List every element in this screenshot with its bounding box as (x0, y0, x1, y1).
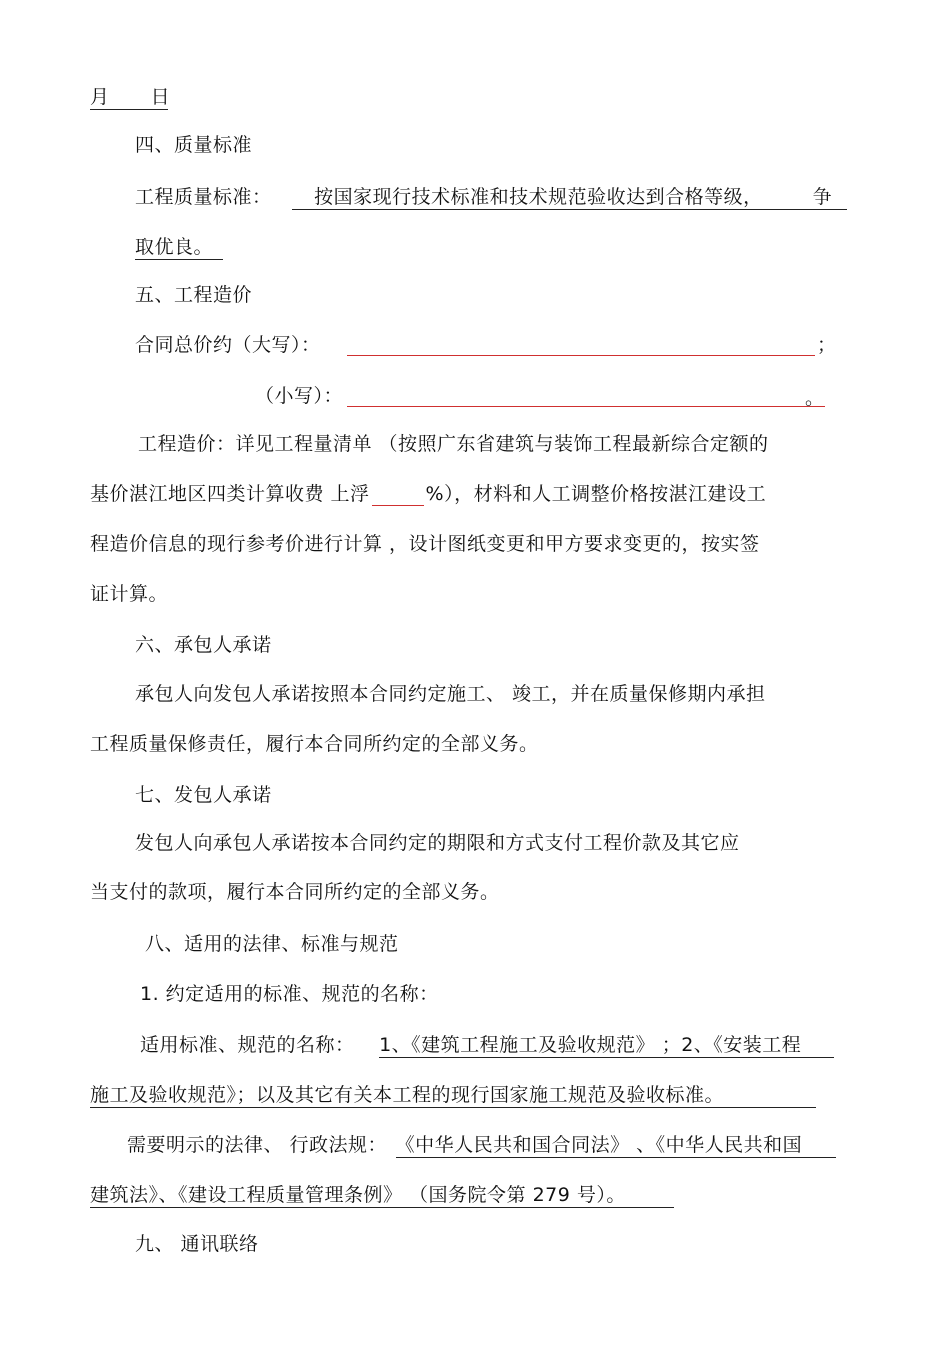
laws-line-2 (90, 1183, 674, 1208)
employer-para-line-2: 当支付的款项，履行本合同所约定的全部义务。 (90, 881, 500, 903)
contractor-para-line-1: 承包人向发包人承诺按照本合同约定施工、 竣工，并在质量保修期内承担 (135, 683, 766, 705)
laws-label: 需要明示的法律、 行政法规： (127, 1134, 388, 1156)
month-label: 月 (90, 86, 110, 108)
employer-para-line-1: 发包人向承包人承诺按本合同约定的期限和方式支付工程价款及其它应 (135, 832, 740, 854)
standards-value-1: 1、《建筑工程施工及验收规范》 ；2、《安装工程 (379, 1034, 802, 1056)
quality-standard-value-tail (135, 235, 223, 260)
contractor-para-line-2: 工程质量保修责任，履行本合同所约定的全部义务。 (90, 733, 539, 755)
small-price-label: （小写）： (255, 385, 344, 407)
markup-percent-blank[interactable] (372, 485, 424, 506)
price-para-line-1: 工程造价：详见工程量清单 （按照广东省建筑与装饰工程最新综合定额的 (138, 433, 769, 455)
day-label: 日 (150, 86, 171, 108)
quality-standard-label: 工程质量标准： (135, 186, 272, 208)
section-8-heading: 八、适用的法律、标准与规范 (145, 933, 399, 955)
laws-line-1 (127, 1133, 836, 1158)
standards-value-2: 施工及验收规范》；以及其它有关本工程的现行国家施工规范及验收标准。 (90, 1084, 725, 1106)
section-9-heading: 九、 通讯联络 (135, 1233, 259, 1255)
price-para-line-3: 程造价信息的现行参考价进行计算 ，设计图纸变更和甲方要求变更的，按实签 (90, 533, 760, 555)
section-5-heading: 五、工程造价 (135, 284, 253, 306)
quality-standard-value: 按国家现行技术标准和技术规范验收达到合格等级， (314, 186, 763, 208)
price-para-line-2b: %），材料和人工调整价格按湛江建设工 (425, 483, 767, 505)
standards-label: 适用标准、规范的名称： (140, 1034, 355, 1056)
small-price-end: 。 (805, 387, 825, 409)
total-price-end: ； (817, 334, 837, 356)
section-7-heading: 七、发包人承诺 (135, 784, 272, 806)
standards-line-1 (140, 1033, 834, 1058)
date-tail (90, 85, 171, 110)
total-price-label: 合同总价约（大写）： (135, 334, 321, 356)
price-para-line-2 (90, 482, 766, 506)
quality-standard-value-cont: 争 (812, 186, 833, 208)
quality-standard-value-tail-text: 取优良。 (135, 236, 214, 258)
laws-value-2: 建筑法》、《建设工程质量管理条例》 （国务院令第 279 号）。 (90, 1184, 626, 1206)
small-price-blank[interactable] (347, 406, 825, 407)
total-price-blank[interactable] (347, 355, 815, 356)
section-4-heading: 四、质量标准 (135, 134, 253, 156)
standards-line-2 (90, 1083, 816, 1108)
section-8-item-1: 1. 约定适用的标准、规范的名称： (140, 983, 439, 1005)
price-para-line-2a: 基价湛江地区四类计算收费 上浮 (90, 483, 370, 505)
section-6-heading: 六、承包人承诺 (135, 634, 272, 656)
quality-standard-line (135, 185, 847, 210)
laws-value-1: 《中华人民共和国合同法》 、《中华人民共和国 (395, 1134, 803, 1156)
price-para-line-4: 证计算。 (90, 583, 169, 605)
